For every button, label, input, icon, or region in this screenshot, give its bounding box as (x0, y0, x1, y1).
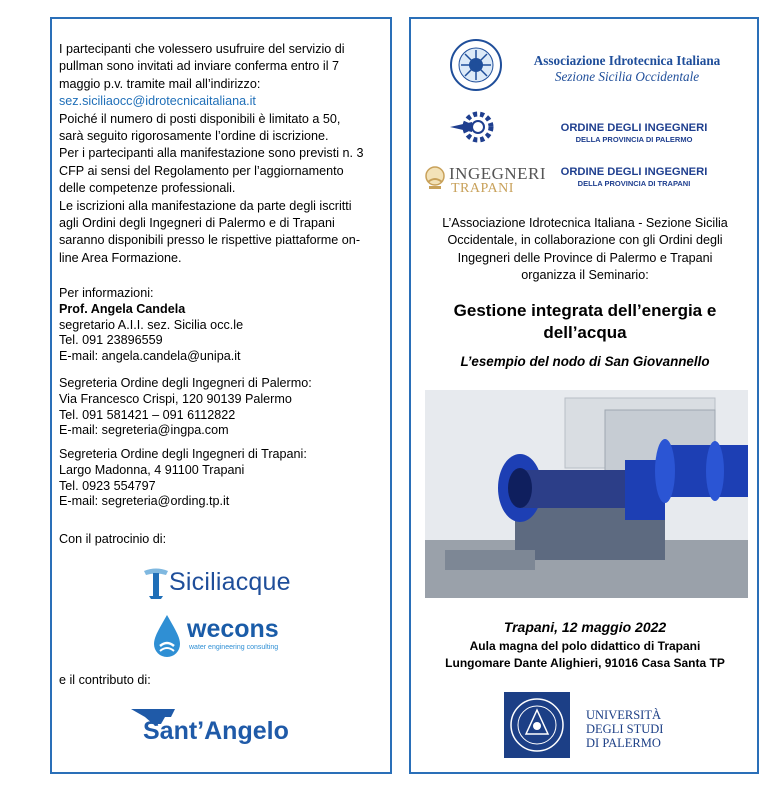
ordine-palermo-title: ORDINE DEGLI INGEGNERI (560, 122, 708, 134)
text-line: saranno disponibili presso le rispettive piattaforme on- (59, 233, 361, 248)
text-line: Tel. 091 581421 – 091 6112822 (59, 407, 236, 422)
ordine-trapani-title: ORDINE DEGLI INGEGNERI (560, 166, 708, 178)
text-line: line Area Formazione. (59, 250, 182, 265)
wecons-logo (151, 613, 301, 665)
unipa-line: DEGLI STUDI (586, 722, 664, 736)
siciliacque-name: Siciliacque (169, 568, 291, 596)
text-line: sarà seguito rigorosamente l’ordine di iscrizione. (59, 129, 329, 144)
pullman-paragraph (59, 41, 386, 267)
text-line: Occidentale, in collaborazione con gli Ordini degli (447, 233, 723, 248)
unipa-logo (504, 692, 570, 758)
event-date: Trapani, 12 maggio 2022 (503, 619, 667, 635)
text-line: Le iscrizioni alla manifestazione da parte degli iscritti (59, 198, 352, 213)
palermo-email[interactable]: E-mail: segreteria@ingpa.com (59, 423, 229, 438)
pullman-email-link[interactable]: sez.siciliaocc@idrotecnicaitaliana.it (59, 94, 256, 109)
trapani-logo-word-top: INGEGNERI (449, 164, 547, 183)
text-line: Poiché il numero di posti disponibili è limitato a 50, (59, 111, 341, 126)
text-line: Tel. 091 23896559 (59, 333, 163, 348)
right-panel (409, 17, 759, 774)
gear-icon (450, 105, 502, 149)
title-line: Gestione integrata dell’energia e (453, 301, 717, 320)
assoc-title: Associazione Idrotecnica Italiana (533, 53, 721, 68)
text-line: agli Ordini degli Ingegneri di Palermo e di Trapani (59, 216, 335, 231)
text-line: maggio p.v. tramite mail all’indirizzo: (59, 76, 261, 91)
text-line: organizza il Seminario: (521, 268, 649, 283)
text-line: CFP ai sensi del Regolamento per l’aggiornamento (59, 163, 344, 178)
trapani-emblem-icon (425, 166, 445, 190)
palermo-secretariat-block (59, 376, 386, 439)
info-label: Per informazioni: (59, 286, 154, 300)
pump-illustration (425, 390, 748, 598)
pump-photo (425, 390, 748, 598)
seminar-subtitle: L’esempio del nodo di San Giovannello (460, 354, 710, 369)
ordine-palermo-subtitle: DELLA PROVINCIA DI PALERMO (575, 135, 693, 144)
siciliacque-logo (141, 564, 311, 604)
text-line: pullman sono invitati ad inviare conferma entro il 7 (59, 59, 340, 74)
trapani-logo-word-bottom: TRAPANI (451, 181, 514, 196)
text-line: Segreteria Ordine degli Ingegneri di Trapani: (59, 447, 307, 461)
santangelo-logo (131, 707, 321, 749)
seminar-intro (417, 215, 753, 285)
unipa-name (586, 708, 663, 750)
text-line: delle competenze professionali. (59, 181, 236, 196)
aii-logo (450, 39, 502, 91)
title-line: dell’acqua (543, 323, 627, 342)
text-line: Per i partecipanti alla manifestazione sono previsti n. 3 (59, 146, 364, 161)
venue-line-2: Lungomare Dante Alighieri, 91016 Casa Santa TP (445, 656, 725, 670)
wecons-tagline: water engineering consulting (189, 644, 279, 651)
text-line: L’Associazione Idrotecnica Italiana - Sezione Sicilia (442, 216, 728, 230)
text-line: Ingegneri delle Province di Palermo e Trapani (457, 250, 713, 265)
trapani-secretariat-block (59, 447, 386, 510)
water-drop-icon (151, 613, 183, 659)
trapani-email[interactable]: E-mail: segreteria@ording.tp.it (59, 494, 230, 509)
siciliacque-tap-icon (141, 566, 171, 600)
unipa-line: UNIVERSITÀ (586, 708, 661, 722)
ordine-palermo-logo (450, 105, 502, 149)
contact-email[interactable]: E-mail: angela.candela@unipa.it (59, 349, 241, 364)
aii-seal-icon (450, 39, 502, 91)
text-line: I partecipanti che volessero usufruire del servizio di (59, 42, 345, 56)
text-line: segretario A.I.I. sez. Sicilia occ.le (59, 317, 244, 332)
venue-line-1: Aula magna del polo didattico di Trapani (469, 639, 701, 653)
wecons-name: wecons (187, 615, 279, 643)
text-line: Via Francesco Crispi, 120 90139 Palermo (59, 391, 292, 406)
text-line: Segreteria Ordine degli Ingegneri di Palermo: (59, 376, 312, 390)
ordine-trapani-logo (425, 161, 547, 196)
assoc-subtitle: Sezione Sicilia Occidentale (554, 69, 700, 84)
santangelo-name: Sant’Angelo (143, 717, 289, 745)
unipa-seal-icon (504, 692, 570, 758)
unipa-line: DI PALERMO (586, 736, 661, 750)
seminar-title (417, 300, 753, 344)
ordine-trapani-subtitle: DELLA PROVINCIA DI TRAPANI (577, 179, 691, 188)
left-panel (50, 17, 392, 774)
patrocinio-label: Con il patrocinio di: (59, 532, 167, 546)
contact-name: Prof. Angela Candela (59, 301, 186, 316)
text-line: Largo Madonna, 4 91100 Trapani (59, 462, 245, 477)
contributo-label: e il contributo di: (59, 673, 151, 687)
text-line: Tel. 0923 554797 (59, 478, 156, 493)
contact-info-block (59, 286, 386, 365)
